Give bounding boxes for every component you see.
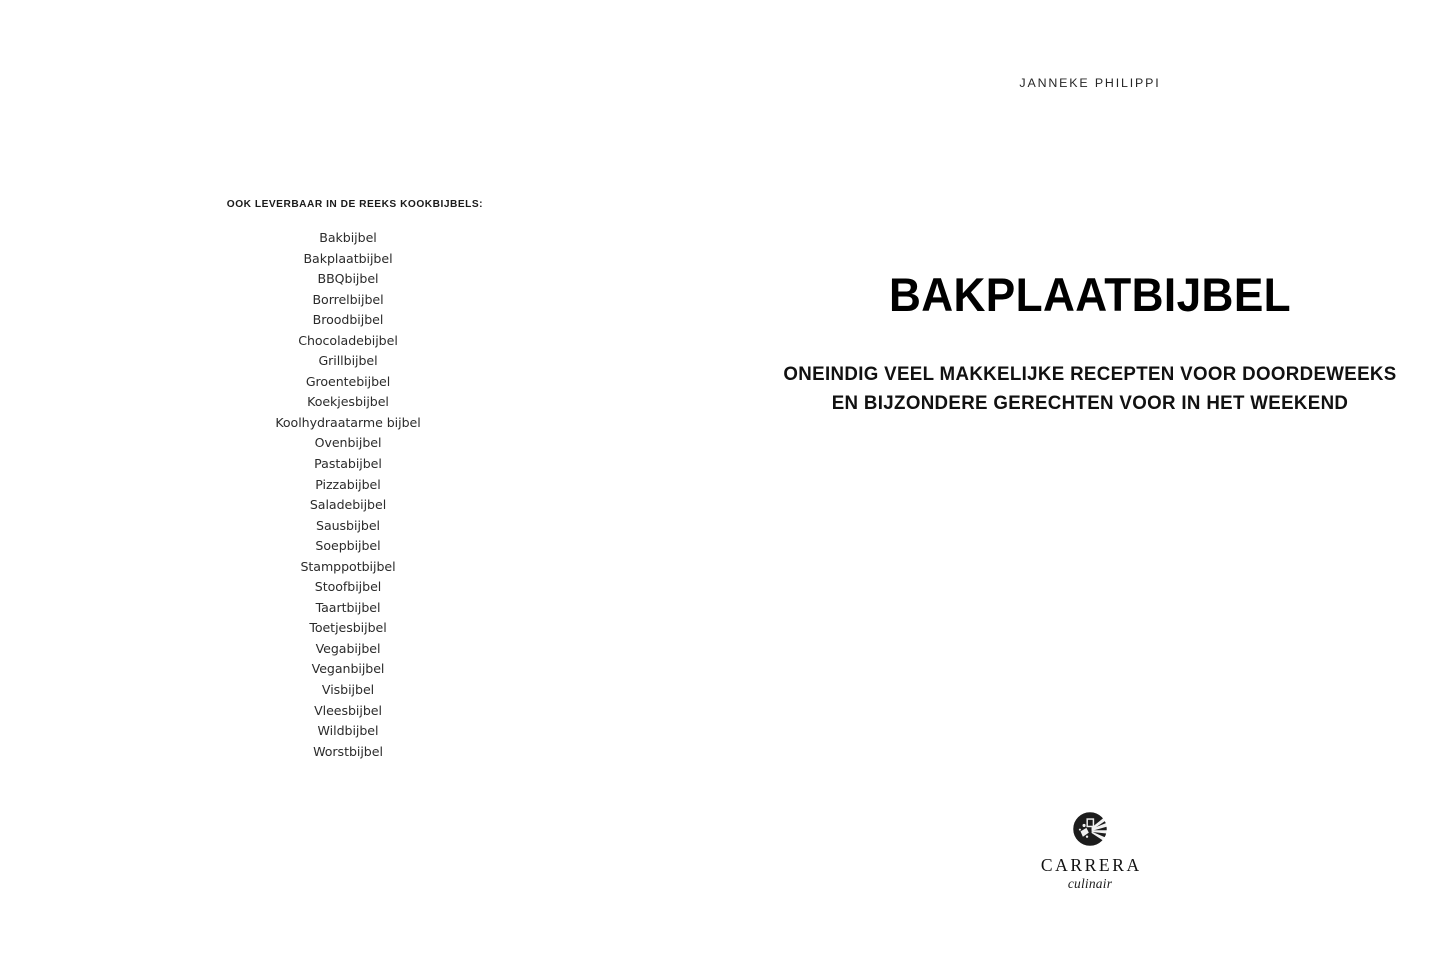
list-item: Saladebijbel — [309, 497, 387, 513]
title-block — [720, 268, 1440, 417]
subtitle-line-2: EN BIJZONDERE GERECHTEN VOOR IN HET WEEKEND — [831, 391, 1349, 414]
publisher-logo — [720, 810, 1440, 892]
subtitle-line-1: ONEINDIG VEEL MAKKELIJKE RECEPTEN VOOR DOORDEWEEKS — [783, 363, 1397, 385]
list-item: Broodbijbel — [312, 312, 384, 328]
series-title-list — [188, 228, 508, 762]
publisher-imprint: culinair — [1067, 876, 1113, 892]
list-item: Ovenbijbel — [314, 435, 382, 451]
list-item: Soepbijbel — [315, 538, 381, 554]
list-item: Stamppotbijbel — [300, 558, 396, 574]
list-item: Koolhydraatarme bijbel — [275, 414, 421, 430]
book-subtitle — [737, 360, 1440, 417]
author-name: JANNEKE PHILIPPI — [1019, 76, 1161, 90]
series-heading: OOK LEVERBAAR IN DE REEKS KOOKBIJBELS: — [226, 198, 484, 210]
list-item: Visbijbel — [321, 682, 375, 698]
list-item: Chocoladebijbel — [298, 332, 398, 348]
list-item: Stoofbijbel — [314, 579, 382, 595]
list-item: Wildbijbel — [317, 723, 379, 739]
list-item: Bakplaatbijbel — [303, 250, 393, 266]
list-item: Sausbijbel — [316, 517, 380, 533]
list-item: Worstbijbel — [313, 743, 383, 759]
list-item: Vegabijbel — [315, 640, 381, 656]
list-item: Koekjesbijbel — [307, 394, 389, 410]
carrera-emblem-icon — [1071, 810, 1109, 848]
list-item: Pastabijbel — [314, 456, 382, 472]
publisher-name: CARRERA — [1040, 855, 1142, 875]
list-item: Vleesbijbel — [314, 702, 382, 718]
list-item: Borrelbijbel — [312, 291, 384, 307]
list-item: Taartbijbel — [315, 599, 381, 615]
right-page-recto — [720, 0, 1440, 976]
list-item: Grillbijbel — [318, 353, 378, 369]
list-item: Toetjesbijbel — [309, 620, 387, 636]
series-block — [188, 198, 508, 762]
list-item: Pizzabijbel — [315, 476, 381, 492]
list-item: BBQbijbel — [317, 271, 379, 287]
list-item: Veganbijbel — [311, 661, 385, 677]
list-item: Bakbijbel — [319, 230, 377, 245]
list-item: Groentebijbel — [305, 373, 391, 389]
page-title: BAKPLAATBIJBEL — [888, 268, 1292, 321]
